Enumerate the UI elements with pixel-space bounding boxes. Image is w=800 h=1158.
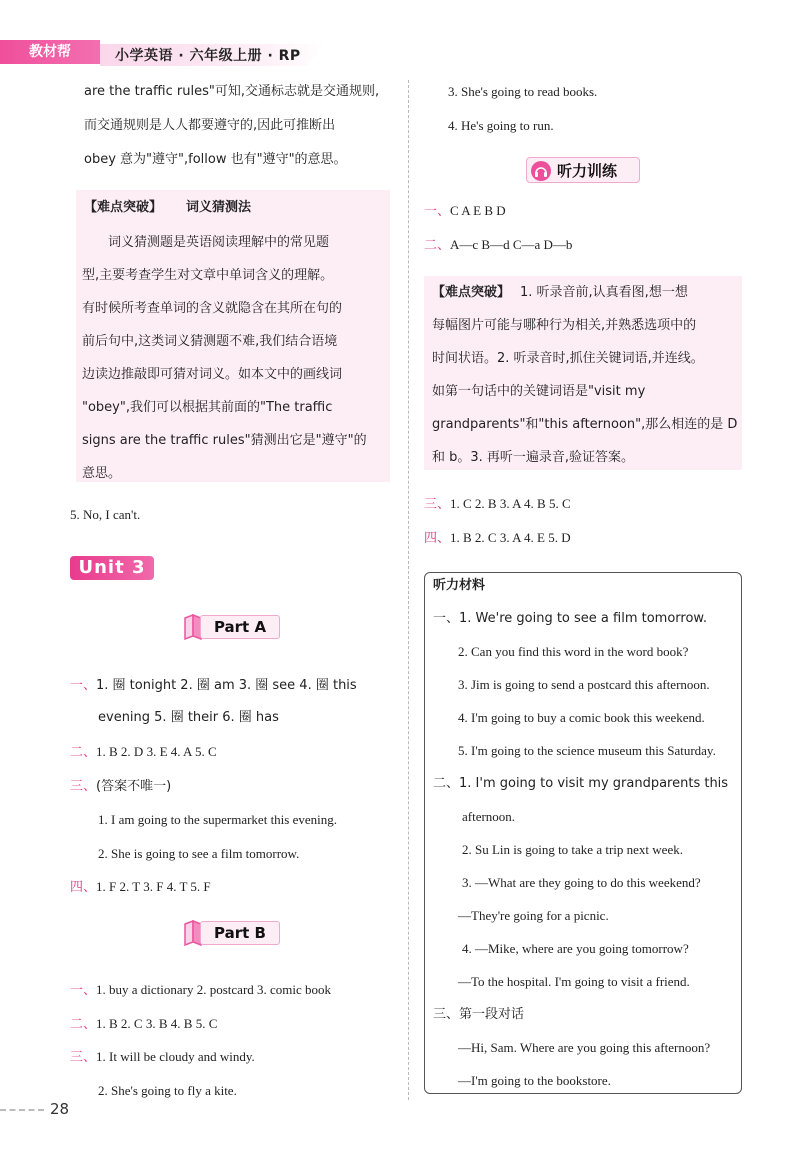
part-b-title: Part B bbox=[200, 921, 280, 945]
intro-line-1: are the traffic rules"可知,交通标志就是交通规则, bbox=[84, 84, 380, 99]
note-line: 词义猜测题是英语阅读理解中的常见题 bbox=[108, 235, 330, 250]
page-number: 28 bbox=[50, 1100, 70, 1118]
answer-line: 3. She's going to read books. bbox=[448, 84, 598, 99]
listening-answer: 四、1. B 2. C 3. A 4. E 5. D bbox=[424, 530, 571, 546]
material-line: 3. Jim is going to send a postcard this afternoon. bbox=[458, 677, 710, 692]
intro-line-3: obey 意为"遵守",follow 也有"遵守"的意思。 bbox=[84, 152, 347, 167]
note-tag: 【难点突破】 bbox=[432, 285, 511, 300]
note-line: 和 b。3. 再听一遍录音,验证答案。 bbox=[432, 450, 635, 465]
note-line: 边读边推敲即可猜对词义。如本文中的画线词 bbox=[82, 367, 343, 382]
material-line: 5. I'm going to the science museum this Saturday. bbox=[458, 743, 716, 758]
part-b-row: 三、1. It will be cloudy and windy. bbox=[70, 1049, 255, 1065]
note-line: 1. 听录音前,认真看图,想一想 bbox=[520, 285, 688, 300]
brand-logo: 教材帮 bbox=[0, 40, 100, 64]
note-line: signs are the traffic rules"猜测出它是"遵守"的 bbox=[82, 433, 367, 448]
listening-note-box bbox=[424, 276, 742, 470]
listening-answer: 三、1. C 2. B 3. A 4. B 5. C bbox=[424, 496, 571, 512]
listening-answer: 一、C A E B D bbox=[424, 203, 506, 219]
material-line: 三、第一段对话 bbox=[433, 1007, 525, 1022]
part-b-row: 二、1. B 2. C 3. B 4. B 5. C bbox=[70, 1016, 218, 1032]
footer-dash bbox=[0, 1109, 44, 1111]
note-line: 时间状语。2. 听录音时,抓住关键词语,并连线。 bbox=[432, 351, 704, 366]
part-b-row: 2. She's going to fly a kite. bbox=[98, 1083, 237, 1098]
note-tag: 【难点突破】 bbox=[84, 200, 163, 215]
material-title: 听力材料 bbox=[433, 578, 486, 593]
part-a-row: 1. I am going to the supermarket this evening. bbox=[98, 812, 338, 827]
note-line: 每幅图片可能与哪种行为相关,并熟悉选项中的 bbox=[432, 318, 697, 333]
material-line: 二、1. I'm going to visit my grandparents this bbox=[433, 776, 729, 791]
page-header-title: 小学英语 · 六年级上册 · RP bbox=[115, 48, 301, 64]
note-line: 有时候所考查单词的含义就隐含在其所在句的 bbox=[82, 301, 343, 316]
material-line: 一、1. We're going to see a film tomorrow. bbox=[433, 611, 707, 626]
material-line: 3. —What are they going to do this weekend? bbox=[462, 875, 701, 890]
part-a-row: 一、1. 圈 tonight 2. 圈 am 3. 圈 see 4. 圈 this bbox=[70, 678, 357, 693]
material-line: —I'm going to the bookstore. bbox=[458, 1073, 611, 1088]
note-heading: 词义猜测法 bbox=[186, 200, 252, 215]
note-line: "obey",我们可以根据其前面的"The traffic bbox=[82, 400, 333, 415]
part-a-title: Part A bbox=[200, 615, 280, 639]
note-line: 型,主要考查学生对文章中单词含义的理解。 bbox=[82, 268, 334, 283]
part-b-row: 一、1. buy a dictionary 2. postcard 3. comic book bbox=[70, 982, 332, 998]
answer-line: 4. He's going to run. bbox=[448, 118, 554, 133]
difficulty-note-box bbox=[76, 190, 390, 482]
listening-heading bbox=[526, 157, 640, 183]
headphones-icon bbox=[531, 161, 551, 181]
column-divider bbox=[408, 80, 409, 1100]
intro-line-2: 而交通规则是人人都要遵守的,因此可推断出 bbox=[84, 118, 336, 133]
unit-badge: Unit 3 bbox=[70, 556, 154, 580]
part-a-row: evening 5. 圈 their 6. 圈 has bbox=[98, 710, 279, 725]
part-a-row: 二、1. B 2. D 3. E 4. A 5. C bbox=[70, 744, 217, 760]
note-line: 意思。 bbox=[82, 466, 122, 481]
material-line: 4. —Mike, where are you going tomorrow? bbox=[462, 941, 689, 956]
material-line: —They're going for a picnic. bbox=[458, 908, 609, 923]
part-a-row: 2. She is going to see a film tomorrow. bbox=[98, 846, 300, 861]
note-line: 前后句中,这类词义猜测题不难,我们结合语境 bbox=[82, 334, 338, 349]
note-line: 如第一句话中的关键词语是"visit my bbox=[432, 384, 646, 399]
material-line: afternoon. bbox=[462, 809, 516, 824]
note-line: grandparents"和"this afternoon",那么相连的是 D bbox=[432, 417, 738, 432]
material-line: —To the hospital. I'm going to visit a friend. bbox=[458, 974, 690, 989]
part-a-row: 四、1. F 2. T 3. F 4. T 5. F bbox=[70, 879, 211, 895]
part-a-row: 三、(答案不唯一) bbox=[70, 779, 172, 794]
answer-q5: 5. No, I can't. bbox=[70, 507, 141, 522]
material-line: —Hi, Sam. Where are you going this afternoon? bbox=[458, 1040, 711, 1055]
listening-material-box bbox=[424, 572, 742, 1094]
material-line: 4. I'm going to buy a comic book this weekend. bbox=[458, 710, 705, 725]
listening-answer: 二、A—c B—d C—a D—b bbox=[424, 237, 573, 253]
material-line: 2. Can you find this word in the word book? bbox=[458, 644, 689, 659]
listening-title: 听力训练 bbox=[557, 162, 618, 180]
material-line: 2. Su Lin is going to take a trip next week. bbox=[462, 842, 683, 857]
